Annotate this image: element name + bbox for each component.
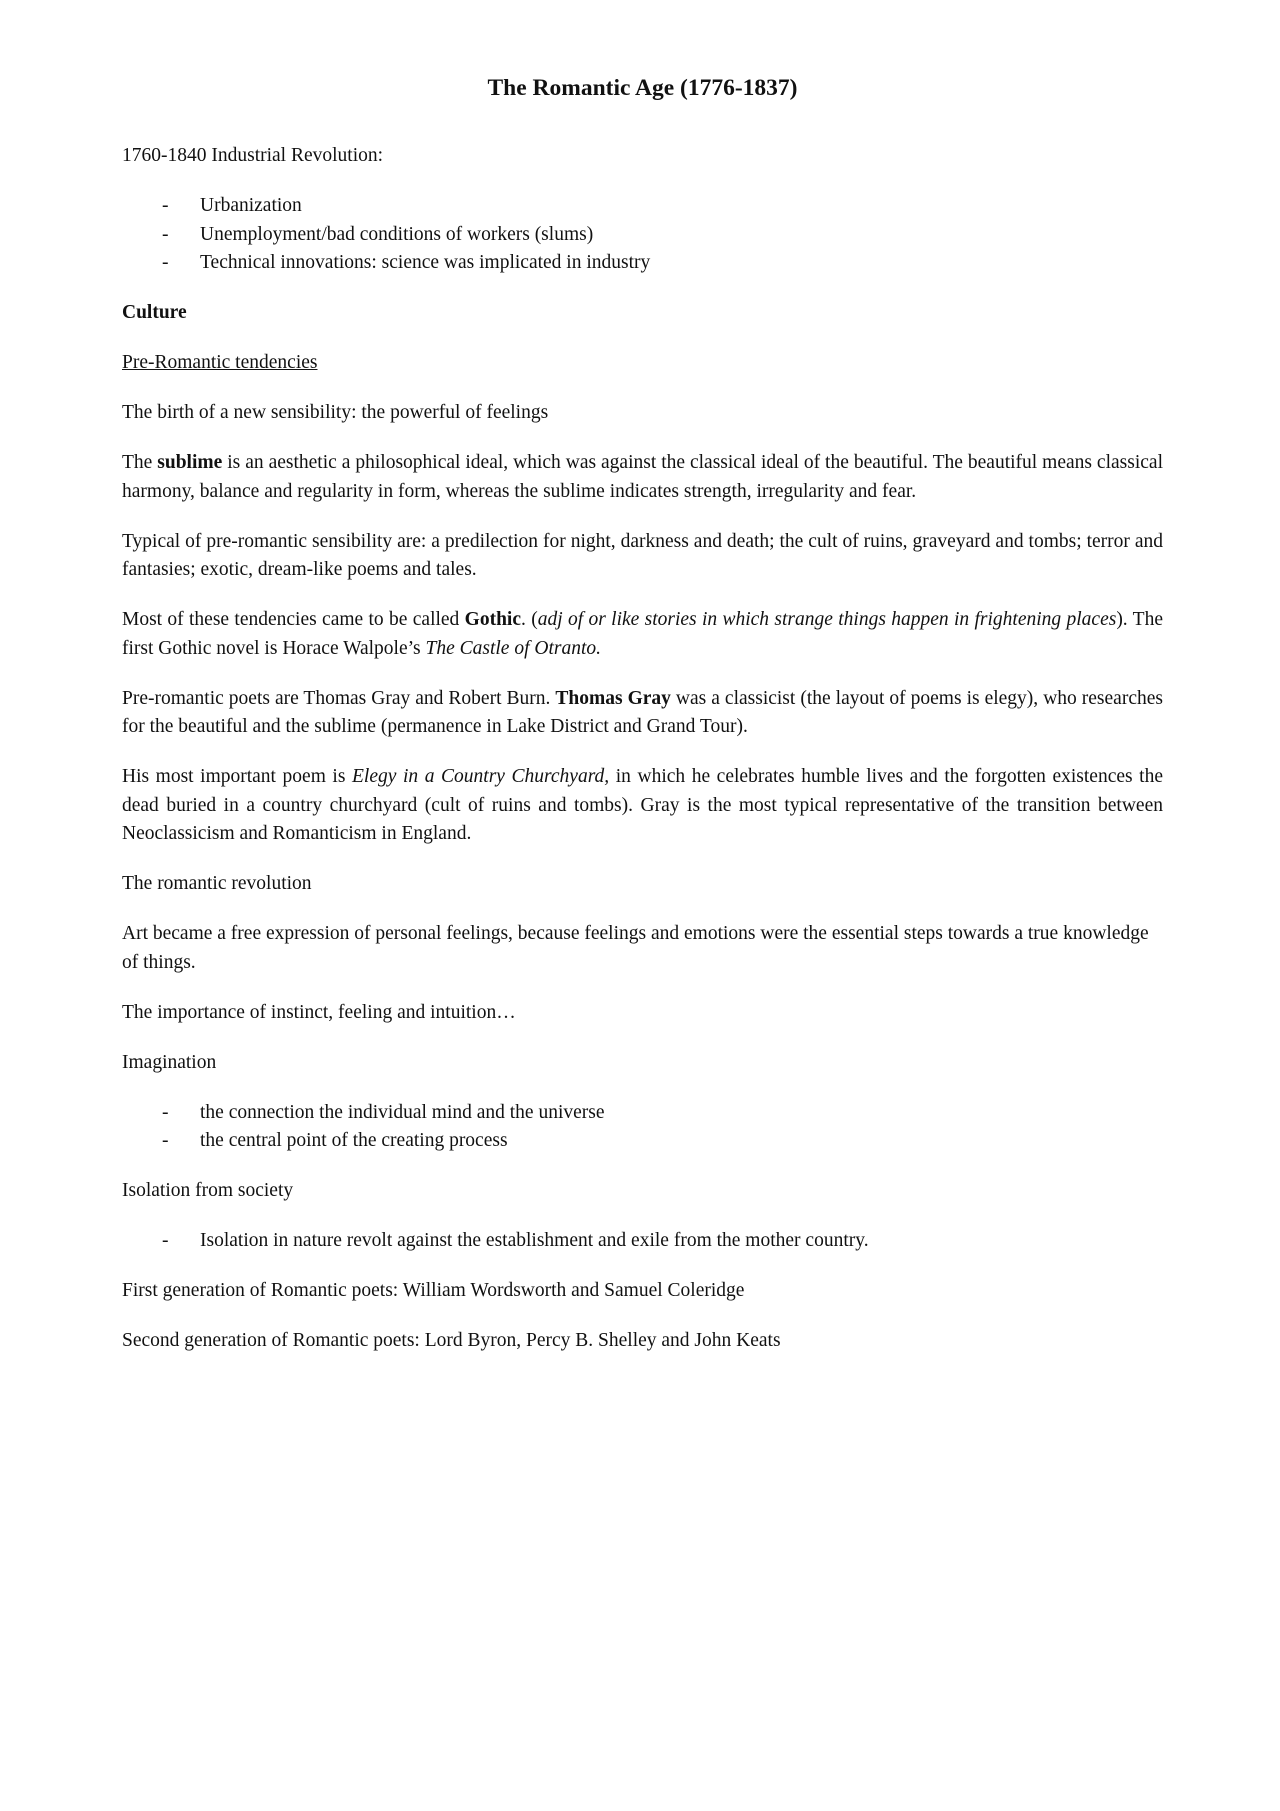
list-item-text: Isolation in nature revolt against the establishment and exile from the mother country. (200, 1230, 869, 1252)
imagination-list (122, 1099, 1163, 1156)
imagination-heading: Imagination (122, 1051, 217, 1073)
list-item-text: Technical innovations: science was implicated in industry (200, 252, 651, 274)
pre-romantic-heading: Pre-Romantic tendencies (122, 352, 318, 374)
birth-sensibility-paragraph: The birth of a new sensibility: the powerful of feelings (122, 402, 549, 424)
list-item (122, 1099, 1163, 1128)
romantic-revolution-heading: The romantic revolution (122, 873, 312, 895)
industrial-list (122, 192, 1163, 278)
document-title: The Romantic Age (1776-1837) (487, 75, 798, 101)
list-item-text: the central point of the creating process (200, 1130, 508, 1152)
second-generation-paragraph: Second generation of Romantic poets: Lord Byron, Percy B. Shelley and John Keats (122, 1330, 781, 1352)
dash-bullet: - (162, 1130, 169, 1152)
list-item (122, 249, 1163, 278)
sublime-paragraph: The sublime is an aesthetic a philosophical ideal, which was against the classical ideal of the beautiful. The beautiful means classical harmony, balance and regularity in form, whereas the sublime indicates strength, irregularity and fear. (122, 452, 1163, 502)
instinct-paragraph: The importance of instinct, feeling and intuition… (122, 1001, 516, 1023)
list-item (122, 192, 1163, 221)
culture-heading: Culture (122, 302, 187, 324)
list-item-text: Unemployment/bad conditions of workers (slums) (200, 223, 594, 245)
isolation-heading: Isolation from society (122, 1180, 294, 1202)
dash-bullet: - (162, 195, 169, 217)
list-item (122, 1227, 1163, 1256)
poets-paragraph: Pre-romantic poets are Thomas Gray and Robert Burn. Thomas Gray was a classicist (the layout of poems is elegy), who researches for the beautiful and the sublime (permanence in Lake District and Grand Tour). (122, 687, 1163, 738)
art-paragraph: Art became a free expression of personal feelings, because feelings and emotions were the essential steps towards a true knowledge of things. (122, 923, 1149, 973)
first-generation-paragraph: First generation of Romantic poets: William Wordsworth and Samuel Coleridge (122, 1280, 745, 1302)
list-item-text: Urbanization (200, 195, 302, 217)
list-item (122, 221, 1163, 250)
intro-paragraph: 1760-1840 Industrial Revolution: (122, 145, 384, 167)
typical-paragraph: Typical of pre-romantic sensibility are: a predilection for night, darkness and death; the cult of ruins, graveyard and tombs; terror and fantasies; exotic, dream-like poems and tales. (122, 530, 1163, 581)
dash-bullet: - (162, 252, 169, 274)
dash-bullet: - (162, 1101, 169, 1123)
list-item-text: the connection the individual mind and the universe (200, 1101, 605, 1123)
dash-bullet: - (162, 1230, 169, 1252)
isolation-list (122, 1227, 1163, 1256)
list-item (122, 1127, 1163, 1156)
gothic-paragraph: Most of these tendencies came to be called Gothic. (adj of or like stories in which strange things happen in frightening places). The first Gothic novel is Horace Walpole’s The Castle of Otranto. (122, 609, 1163, 659)
dash-bullet: - (162, 223, 169, 245)
elegy-paragraph: His most important poem is Elegy in a Country Churchyard, in which he celebrates humble lives and the forgotten existences the dead buried in a country churchyard (cult of ruins and tombs). Gray is the most typical representative of the transition between Neoclassicism and Romanticism in England. (122, 766, 1163, 845)
document-page (122, 74, 1163, 1377)
